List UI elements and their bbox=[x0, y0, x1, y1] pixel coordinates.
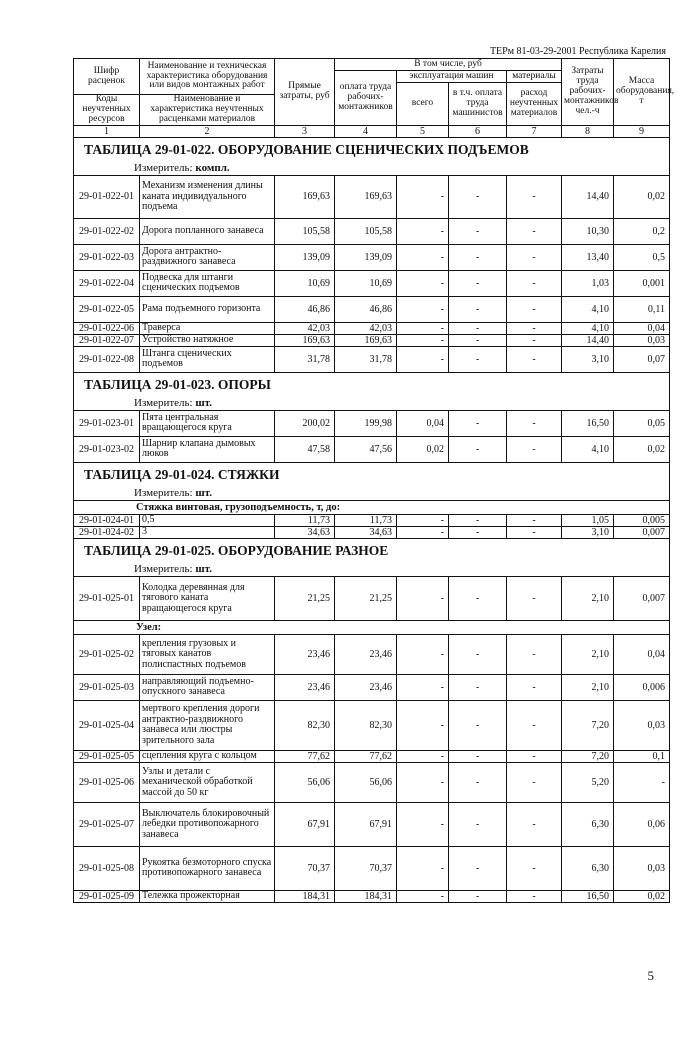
cell-name: Пята центральная вращающегося круга bbox=[140, 410, 275, 436]
cell-name: направляющий подъемно-опускного занавеса bbox=[140, 674, 275, 700]
cell-mass: 0,02 bbox=[614, 175, 670, 218]
cell-labor: 77,62 bbox=[335, 750, 397, 762]
cell-code: 29-01-022-03 bbox=[74, 244, 140, 270]
cell-direct: 23,46 bbox=[275, 634, 335, 674]
cell-hours: 4,10 bbox=[562, 322, 614, 334]
cell-labor: 56,06 bbox=[335, 762, 397, 802]
col-mat-use: расход неучтенных материалов bbox=[507, 83, 562, 126]
cell-mat: - bbox=[507, 700, 562, 750]
measure-row bbox=[74, 562, 670, 576]
table-row bbox=[74, 514, 670, 526]
cell-code: 29-01-024-01 bbox=[74, 514, 140, 526]
cell-code: 29-01-022-02 bbox=[74, 218, 140, 244]
cell-labor: 82,30 bbox=[335, 700, 397, 750]
table-title-row bbox=[74, 462, 670, 486]
cell-mass: 0,5 bbox=[614, 244, 670, 270]
cell-name: Рама подъемного горизонта bbox=[140, 296, 275, 322]
cell-mat: - bbox=[507, 322, 562, 334]
cell-mach: - bbox=[397, 334, 449, 346]
cell-mach-labor: - bbox=[449, 175, 507, 218]
table-row bbox=[74, 244, 670, 270]
table-row bbox=[74, 674, 670, 700]
cell-mass: 0,005 bbox=[614, 514, 670, 526]
table-row bbox=[74, 526, 670, 538]
cell-mach-labor: - bbox=[449, 674, 507, 700]
cell-hours: 6,30 bbox=[562, 846, 614, 890]
table-title: ТАБЛИЦА 29-01-022. ОБОРУДОВАНИЕ СЦЕНИЧЕСКИХ ПОДЪЕМОВ bbox=[74, 137, 670, 161]
cell-labor: 105,58 bbox=[335, 218, 397, 244]
cell-mass: 0,02 bbox=[614, 890, 670, 902]
cell-mach: - bbox=[397, 890, 449, 902]
cell-hours: 16,50 bbox=[562, 890, 614, 902]
subheader-row bbox=[74, 500, 670, 514]
subheader: Стяжка винтовая, грузоподъемность, т, до: bbox=[74, 500, 670, 514]
cell-labor: 184,31 bbox=[335, 890, 397, 902]
table-row bbox=[74, 346, 670, 372]
cell-name: Колодка деревянная для тягового каната вращающегося круга bbox=[140, 576, 275, 620]
cell-mass: - bbox=[614, 762, 670, 802]
cell-direct: 42,03 bbox=[275, 322, 335, 334]
cell-direct: 56,06 bbox=[275, 762, 335, 802]
subheader: Узел: bbox=[74, 620, 670, 634]
cell-name: Механизм изменения длины каната индивидуального подъема bbox=[140, 175, 275, 218]
cell-hours: 16,50 bbox=[562, 410, 614, 436]
cell-mach: - bbox=[397, 244, 449, 270]
cell-mach: - bbox=[397, 634, 449, 674]
table-row bbox=[74, 890, 670, 902]
col-code-bottom: Коды неучтенных ресурсов bbox=[74, 95, 140, 126]
cell-mass: 0,11 bbox=[614, 296, 670, 322]
cell-code: 29-01-025-09 bbox=[74, 890, 140, 902]
cell-code: 29-01-025-02 bbox=[74, 634, 140, 674]
col-mach-labor: в т.ч. оплата труда машинистов bbox=[449, 83, 507, 126]
cell-code: 29-01-022-06 bbox=[74, 322, 140, 334]
measure-unit bbox=[74, 486, 670, 500]
cell-mass: 0,2 bbox=[614, 218, 670, 244]
cell-hours: 6,30 bbox=[562, 802, 614, 846]
table-row bbox=[74, 750, 670, 762]
col-name-top: Наименование и техническая характеристика оборудования или видов монтажных работ bbox=[140, 59, 275, 95]
cell-mach-labor: - bbox=[449, 514, 507, 526]
cell-name: Выключатель блокировочный лебедки противопожарного занавеса bbox=[140, 802, 275, 846]
table-row bbox=[74, 634, 670, 674]
measure-row bbox=[74, 486, 670, 500]
cell-mach: - bbox=[397, 700, 449, 750]
cell-mass: 0,03 bbox=[614, 334, 670, 346]
cell-code: 29-01-022-07 bbox=[74, 334, 140, 346]
cell-mat: - bbox=[507, 762, 562, 802]
cell-direct: 67,91 bbox=[275, 802, 335, 846]
cell-direct: 23,46 bbox=[275, 674, 335, 700]
cell-direct: 105,58 bbox=[275, 218, 335, 244]
cell-direct: 139,09 bbox=[275, 244, 335, 270]
cell-labor: 199,98 bbox=[335, 410, 397, 436]
cell-hours: 3,10 bbox=[562, 526, 614, 538]
cell-direct: 184,31 bbox=[275, 890, 335, 902]
cell-hours: 5,20 bbox=[562, 762, 614, 802]
col-number: 1 bbox=[74, 125, 140, 137]
cell-hours: 4,10 bbox=[562, 436, 614, 462]
cell-code: 29-01-022-08 bbox=[74, 346, 140, 372]
col-mat: материалы bbox=[507, 71, 562, 83]
cell-mat: - bbox=[507, 296, 562, 322]
cell-mach: - bbox=[397, 846, 449, 890]
cell-mat: - bbox=[507, 218, 562, 244]
measure-label: Измеритель: bbox=[134, 563, 193, 576]
cell-mach: - bbox=[397, 346, 449, 372]
cell-code: 29-01-025-01 bbox=[74, 576, 140, 620]
cell-name: мертвого крепления дороги антрактно-раздвижного занавеса или люстры зрительного зала bbox=[140, 700, 275, 750]
cell-labor: 169,63 bbox=[335, 334, 397, 346]
cell-mach-labor: - bbox=[449, 244, 507, 270]
cell-mass: 0,07 bbox=[614, 346, 670, 372]
measure-value: шт. bbox=[195, 563, 212, 576]
cell-mach: - bbox=[397, 750, 449, 762]
cell-labor: 31,78 bbox=[335, 346, 397, 372]
cell-code: 29-01-025-03 bbox=[74, 674, 140, 700]
cell-mass: 0,04 bbox=[614, 634, 670, 674]
cell-labor: 34,63 bbox=[335, 526, 397, 538]
table-header bbox=[74, 58, 675, 138]
cell-mat: - bbox=[507, 526, 562, 538]
cell-mach: - bbox=[397, 322, 449, 334]
cell-mat: - bbox=[507, 270, 562, 296]
cell-name: Устройство натяжное bbox=[140, 334, 275, 346]
cell-labor: 21,25 bbox=[335, 576, 397, 620]
cell-hours: 14,40 bbox=[562, 175, 614, 218]
table-row bbox=[74, 576, 670, 620]
cell-direct: 31,78 bbox=[275, 346, 335, 372]
cell-mach-labor: - bbox=[449, 334, 507, 346]
cell-mass: 0,06 bbox=[614, 802, 670, 846]
cell-mat: - bbox=[507, 334, 562, 346]
page-number: 5 bbox=[647, 968, 654, 983]
cell-mach: - bbox=[397, 296, 449, 322]
cell-mach-labor: - bbox=[449, 270, 507, 296]
measure-label: Измеритель: bbox=[134, 487, 193, 500]
cell-direct: 11,73 bbox=[275, 514, 335, 526]
cell-mat: - bbox=[507, 410, 562, 436]
table-title-row bbox=[74, 137, 670, 161]
col-mach-total: всего bbox=[397, 83, 449, 126]
cell-name: 3 bbox=[140, 526, 275, 538]
cell-direct: 70,37 bbox=[275, 846, 335, 890]
table-row bbox=[74, 700, 670, 750]
table-row bbox=[74, 175, 670, 218]
col-number: 9 bbox=[614, 125, 670, 137]
cell-hours: 1,03 bbox=[562, 270, 614, 296]
cell-mat: - bbox=[507, 576, 562, 620]
cell-direct: 10,69 bbox=[275, 270, 335, 296]
cell-mach-labor: - bbox=[449, 634, 507, 674]
cell-direct: 21,25 bbox=[275, 576, 335, 620]
cell-mat: - bbox=[507, 802, 562, 846]
cell-mass: 0,007 bbox=[614, 576, 670, 620]
table-title-row bbox=[74, 372, 670, 396]
table-title: ТАБЛИЦА 29-01-025. ОБОРУДОВАНИЕ РАЗНОЕ bbox=[74, 538, 670, 562]
col-incl: В том числе, руб bbox=[335, 59, 562, 71]
cell-mat: - bbox=[507, 846, 562, 890]
cell-direct: 46,86 bbox=[275, 296, 335, 322]
cell-name: Траверса bbox=[140, 322, 275, 334]
cell-hours: 13,40 bbox=[562, 244, 614, 270]
cell-labor: 23,46 bbox=[335, 674, 397, 700]
col-labor: оплата труда рабочих-монтажников bbox=[335, 71, 397, 126]
cell-hours: 4,10 bbox=[562, 296, 614, 322]
cell-labor: 139,09 bbox=[335, 244, 397, 270]
cell-mach-labor: - bbox=[449, 436, 507, 462]
cell-mach: - bbox=[397, 270, 449, 296]
cell-name: Дорога попланного занавеса bbox=[140, 218, 275, 244]
cell-labor: 11,73 bbox=[335, 514, 397, 526]
table-title: ТАБЛИЦА 29-01-024. СТЯЖКИ bbox=[74, 462, 670, 486]
table-row bbox=[74, 334, 670, 346]
measure-unit bbox=[74, 161, 670, 175]
cell-labor: 169,63 bbox=[335, 175, 397, 218]
table-row bbox=[74, 218, 670, 244]
cell-mass: 0,006 bbox=[614, 674, 670, 700]
cell-direct: 34,63 bbox=[275, 526, 335, 538]
cell-direct: 77,62 bbox=[275, 750, 335, 762]
cell-mass: 0,001 bbox=[614, 270, 670, 296]
cell-mach-labor: - bbox=[449, 410, 507, 436]
measure-value: компл. bbox=[195, 162, 230, 175]
cell-name: сцепления круга с кольцом bbox=[140, 750, 275, 762]
cell-mach: - bbox=[397, 514, 449, 526]
col-number: 6 bbox=[449, 125, 507, 137]
cell-hours: 2,10 bbox=[562, 576, 614, 620]
column-numbers-row bbox=[74, 125, 670, 137]
cell-mach-labor: - bbox=[449, 890, 507, 902]
col-expl: эксплуатация машин bbox=[397, 71, 507, 83]
cell-code: 29-01-023-01 bbox=[74, 410, 140, 436]
measure-unit bbox=[74, 562, 670, 576]
table-row bbox=[74, 270, 670, 296]
cell-hours: 3,10 bbox=[562, 346, 614, 372]
cell-hours: 7,20 bbox=[562, 750, 614, 762]
cell-labor: 10,69 bbox=[335, 270, 397, 296]
cell-labor: 67,91 bbox=[335, 802, 397, 846]
cell-mass: 0,03 bbox=[614, 846, 670, 890]
col-number: 3 bbox=[275, 125, 335, 137]
cell-name: Тележка прожекторная bbox=[140, 890, 275, 902]
cell-direct: 82,30 bbox=[275, 700, 335, 750]
table-row bbox=[74, 322, 670, 334]
cell-mat: - bbox=[507, 436, 562, 462]
cell-mat: - bbox=[507, 674, 562, 700]
cell-mach-labor: - bbox=[449, 576, 507, 620]
cell-mach: 0,02 bbox=[397, 436, 449, 462]
col-number: 5 bbox=[397, 125, 449, 137]
cell-mass: 0,03 bbox=[614, 700, 670, 750]
cell-mass: 0,1 bbox=[614, 750, 670, 762]
cell-mach-labor: - bbox=[449, 526, 507, 538]
cell-code: 29-01-022-01 bbox=[74, 175, 140, 218]
cell-direct: 200,02 bbox=[275, 410, 335, 436]
measure-label: Измеритель: bbox=[134, 162, 193, 175]
table-title: ТАБЛИЦА 29-01-023. ОПОРЫ bbox=[74, 372, 670, 396]
col-number: 7 bbox=[507, 125, 562, 137]
cell-name: Подвеска для штанги сценических подъемов bbox=[140, 270, 275, 296]
table-row bbox=[74, 802, 670, 846]
cell-name: Дорога антрактно-раздвижного занавеса bbox=[140, 244, 275, 270]
cell-name: Шарнир клапана дымовых люков bbox=[140, 436, 275, 462]
col-name-bottom: Наименование и характеристика неучтенных расценками материалов bbox=[140, 95, 275, 126]
cell-mass: 0,04 bbox=[614, 322, 670, 334]
cell-mach: - bbox=[397, 576, 449, 620]
rates-table bbox=[73, 58, 675, 903]
cell-mach: - bbox=[397, 674, 449, 700]
cell-name: крепления грузовых и тяговых канатов полиспастных подъемов bbox=[140, 634, 275, 674]
cell-mach: - bbox=[397, 218, 449, 244]
cell-code: 29-01-022-05 bbox=[74, 296, 140, 322]
cell-mat: - bbox=[507, 175, 562, 218]
cell-code: 29-01-024-02 bbox=[74, 526, 140, 538]
cell-code: 29-01-025-07 bbox=[74, 802, 140, 846]
cell-mat: - bbox=[507, 890, 562, 902]
col-number: 4 bbox=[335, 125, 397, 137]
table-title-row bbox=[74, 538, 670, 562]
cell-hours: 1,05 bbox=[562, 514, 614, 526]
cell-labor: 70,37 bbox=[335, 846, 397, 890]
cell-mass: 0,05 bbox=[614, 410, 670, 436]
cell-mat: - bbox=[507, 346, 562, 372]
cell-mach: - bbox=[397, 762, 449, 802]
cell-labor: 47,56 bbox=[335, 436, 397, 462]
measure-label: Измеритель: bbox=[134, 397, 193, 410]
cell-mat: - bbox=[507, 750, 562, 762]
col-number: 8 bbox=[562, 125, 614, 137]
table-row bbox=[74, 762, 670, 802]
cell-mach-labor: - bbox=[449, 346, 507, 372]
col-direct: Прямые затраты, руб bbox=[275, 59, 335, 126]
cell-code: 29-01-025-06 bbox=[74, 762, 140, 802]
cell-mach: - bbox=[397, 526, 449, 538]
table-body bbox=[74, 137, 670, 902]
cell-name: Рукоятка безмоторного спуска противопожарного занавеса bbox=[140, 846, 275, 890]
measure-value: шт. bbox=[195, 397, 212, 410]
cell-mach-labor: - bbox=[449, 218, 507, 244]
cell-hours: 14,40 bbox=[562, 334, 614, 346]
cell-labor: 46,86 bbox=[335, 296, 397, 322]
cell-hours: 10,30 bbox=[562, 218, 614, 244]
cell-mach-labor: - bbox=[449, 750, 507, 762]
cell-mach-labor: - bbox=[449, 322, 507, 334]
cell-direct: 169,63 bbox=[275, 175, 335, 218]
cell-mach-labor: - bbox=[449, 296, 507, 322]
measure-row bbox=[74, 161, 670, 175]
subheader-row bbox=[74, 620, 670, 634]
col-code-top: Шифр расценок bbox=[74, 59, 140, 95]
cell-code: 29-01-025-08 bbox=[74, 846, 140, 890]
cell-mach-labor: - bbox=[449, 762, 507, 802]
measure-value: шт. bbox=[195, 487, 212, 500]
cell-code: 29-01-025-05 bbox=[74, 750, 140, 762]
cell-name: Штанга сценических подъемов bbox=[140, 346, 275, 372]
cell-direct: 47,58 bbox=[275, 436, 335, 462]
cell-mat: - bbox=[507, 244, 562, 270]
cell-mach: 0,04 bbox=[397, 410, 449, 436]
cell-mat: - bbox=[507, 514, 562, 526]
cell-labor: 23,46 bbox=[335, 634, 397, 674]
cell-labor: 42,03 bbox=[335, 322, 397, 334]
cell-mach-labor: - bbox=[449, 700, 507, 750]
cell-mass: 0,02 bbox=[614, 436, 670, 462]
cell-mat: - bbox=[507, 634, 562, 674]
table-row bbox=[74, 296, 670, 322]
cell-hours: 2,10 bbox=[562, 674, 614, 700]
measure-unit bbox=[74, 396, 670, 410]
cell-mach: - bbox=[397, 175, 449, 218]
table-row bbox=[74, 436, 670, 462]
col-number: 2 bbox=[140, 125, 275, 137]
cell-direct: 169,63 bbox=[275, 334, 335, 346]
cell-mach-labor: - bbox=[449, 846, 507, 890]
cell-mach: - bbox=[397, 802, 449, 846]
cell-code: 29-01-023-02 bbox=[74, 436, 140, 462]
cell-code: 29-01-025-04 bbox=[74, 700, 140, 750]
col-hours: Затраты труда рабочих-монтажников чел.-ч bbox=[562, 59, 614, 126]
cell-name: 0,5 bbox=[140, 514, 275, 526]
page-header: ТЕРм 81-03-29-2001 Республика Карелия bbox=[489, 46, 666, 57]
cell-hours: 2,10 bbox=[562, 634, 614, 674]
table-row bbox=[74, 846, 670, 890]
cell-mass: 0,007 bbox=[614, 526, 670, 538]
cell-name: Узлы и детали с механической обработкой массой до 50 кг bbox=[140, 762, 275, 802]
cell-hours: 7,20 bbox=[562, 700, 614, 750]
table-row bbox=[74, 410, 670, 436]
col-mass: Масса оборудования, т bbox=[614, 59, 670, 126]
measure-row bbox=[74, 396, 670, 410]
cell-mach-labor: - bbox=[449, 802, 507, 846]
cell-code: 29-01-022-04 bbox=[74, 270, 140, 296]
